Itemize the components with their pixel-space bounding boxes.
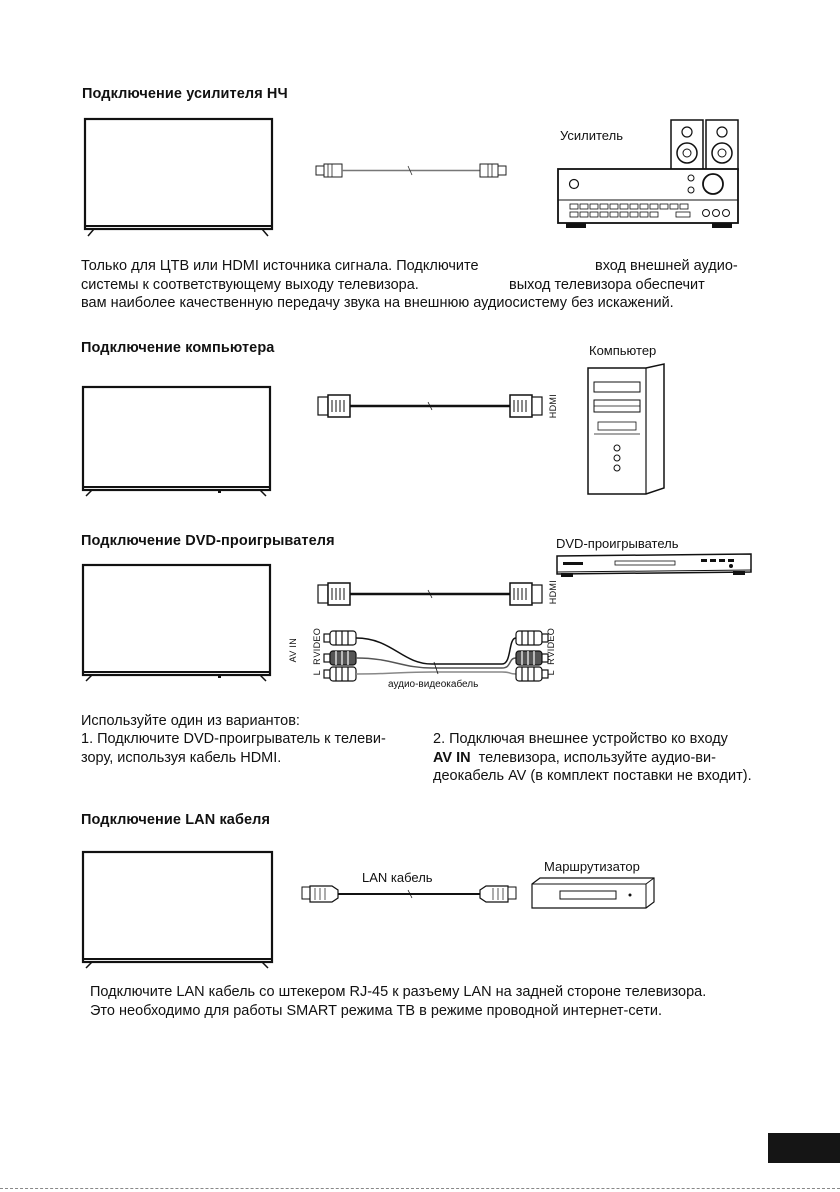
l-label: L <box>312 670 322 676</box>
dvd-option-1: 1. Подключите DVD-проигрыватель к телеви- зору, используя кабель HDMI. <box>81 731 386 766</box>
amplifier-label: Усилитель <box>560 128 623 143</box>
router-illustration <box>530 876 658 910</box>
hdmi-cable-illustration <box>318 582 548 608</box>
r-label: R <box>312 658 322 665</box>
hdmi-label: HDMI <box>548 394 558 419</box>
amplifier-heading: Подключение усилителя НЧ <box>82 86 288 102</box>
l-label: L <box>546 670 556 676</box>
computer-heading: Подключение компьютера <box>81 340 275 356</box>
computer-label: Компьютер <box>589 343 657 358</box>
dvd-label: DVD-проигрыватель <box>556 536 679 551</box>
hdmi-cable-illustration <box>318 394 548 420</box>
dvd-player-illustration <box>555 552 755 580</box>
tv-illustration <box>84 118 274 238</box>
av-in-label: AV IN <box>288 638 298 663</box>
amplifier-description: Только для ЦТВ или HDMI источника сигнала. Подключите вход внешней аудио- системы к соответствующему выходу телевизора. выход телевизора обеспечит вам наиболее качественную передачу звука на внешнюю аудиосистему без искажений. <box>81 258 738 311</box>
lan-description: Подключите LAN кабель со штекером RJ-45 к разъему LAN на задней стороне телевизора. Это необходимо для работы SMART режима ТВ в режиме проводной интернет-сети. <box>90 984 707 1019</box>
tv-illustration <box>82 564 272 682</box>
page-number-tab <box>768 1133 840 1163</box>
video-label: VIDEO <box>546 628 556 658</box>
av-cable-label: аудио-видеокабель <box>388 679 479 690</box>
dvd-heading: Подключение DVD-проигрывателя <box>81 533 335 549</box>
dvd-intro: Используйте один из вариантов: <box>81 713 300 729</box>
hdmi-label: HDMI <box>548 580 558 605</box>
amplifier-illustration <box>556 116 746 232</box>
lan-cable-label: LAN кабель <box>362 870 433 885</box>
dvd-option-2: 2. Подключая внешнее устройство ко входу AV IN телевизора, используйте аудио-ви- деокабель AV (в комплект поставки не входит). <box>433 731 752 784</box>
r-label: R <box>546 658 556 665</box>
video-label: VIDEO <box>312 628 322 658</box>
computer-illustration <box>586 362 672 498</box>
optical-cable-illustration <box>316 160 506 182</box>
router-label: Маршрутизатор <box>544 859 640 874</box>
tv-illustration <box>82 851 274 969</box>
lan-heading: Подключение LAN кабеля <box>81 812 271 828</box>
tv-illustration <box>82 386 272 498</box>
lan-cable-illustration <box>302 884 516 904</box>
page-bottom-border <box>0 1188 840 1189</box>
